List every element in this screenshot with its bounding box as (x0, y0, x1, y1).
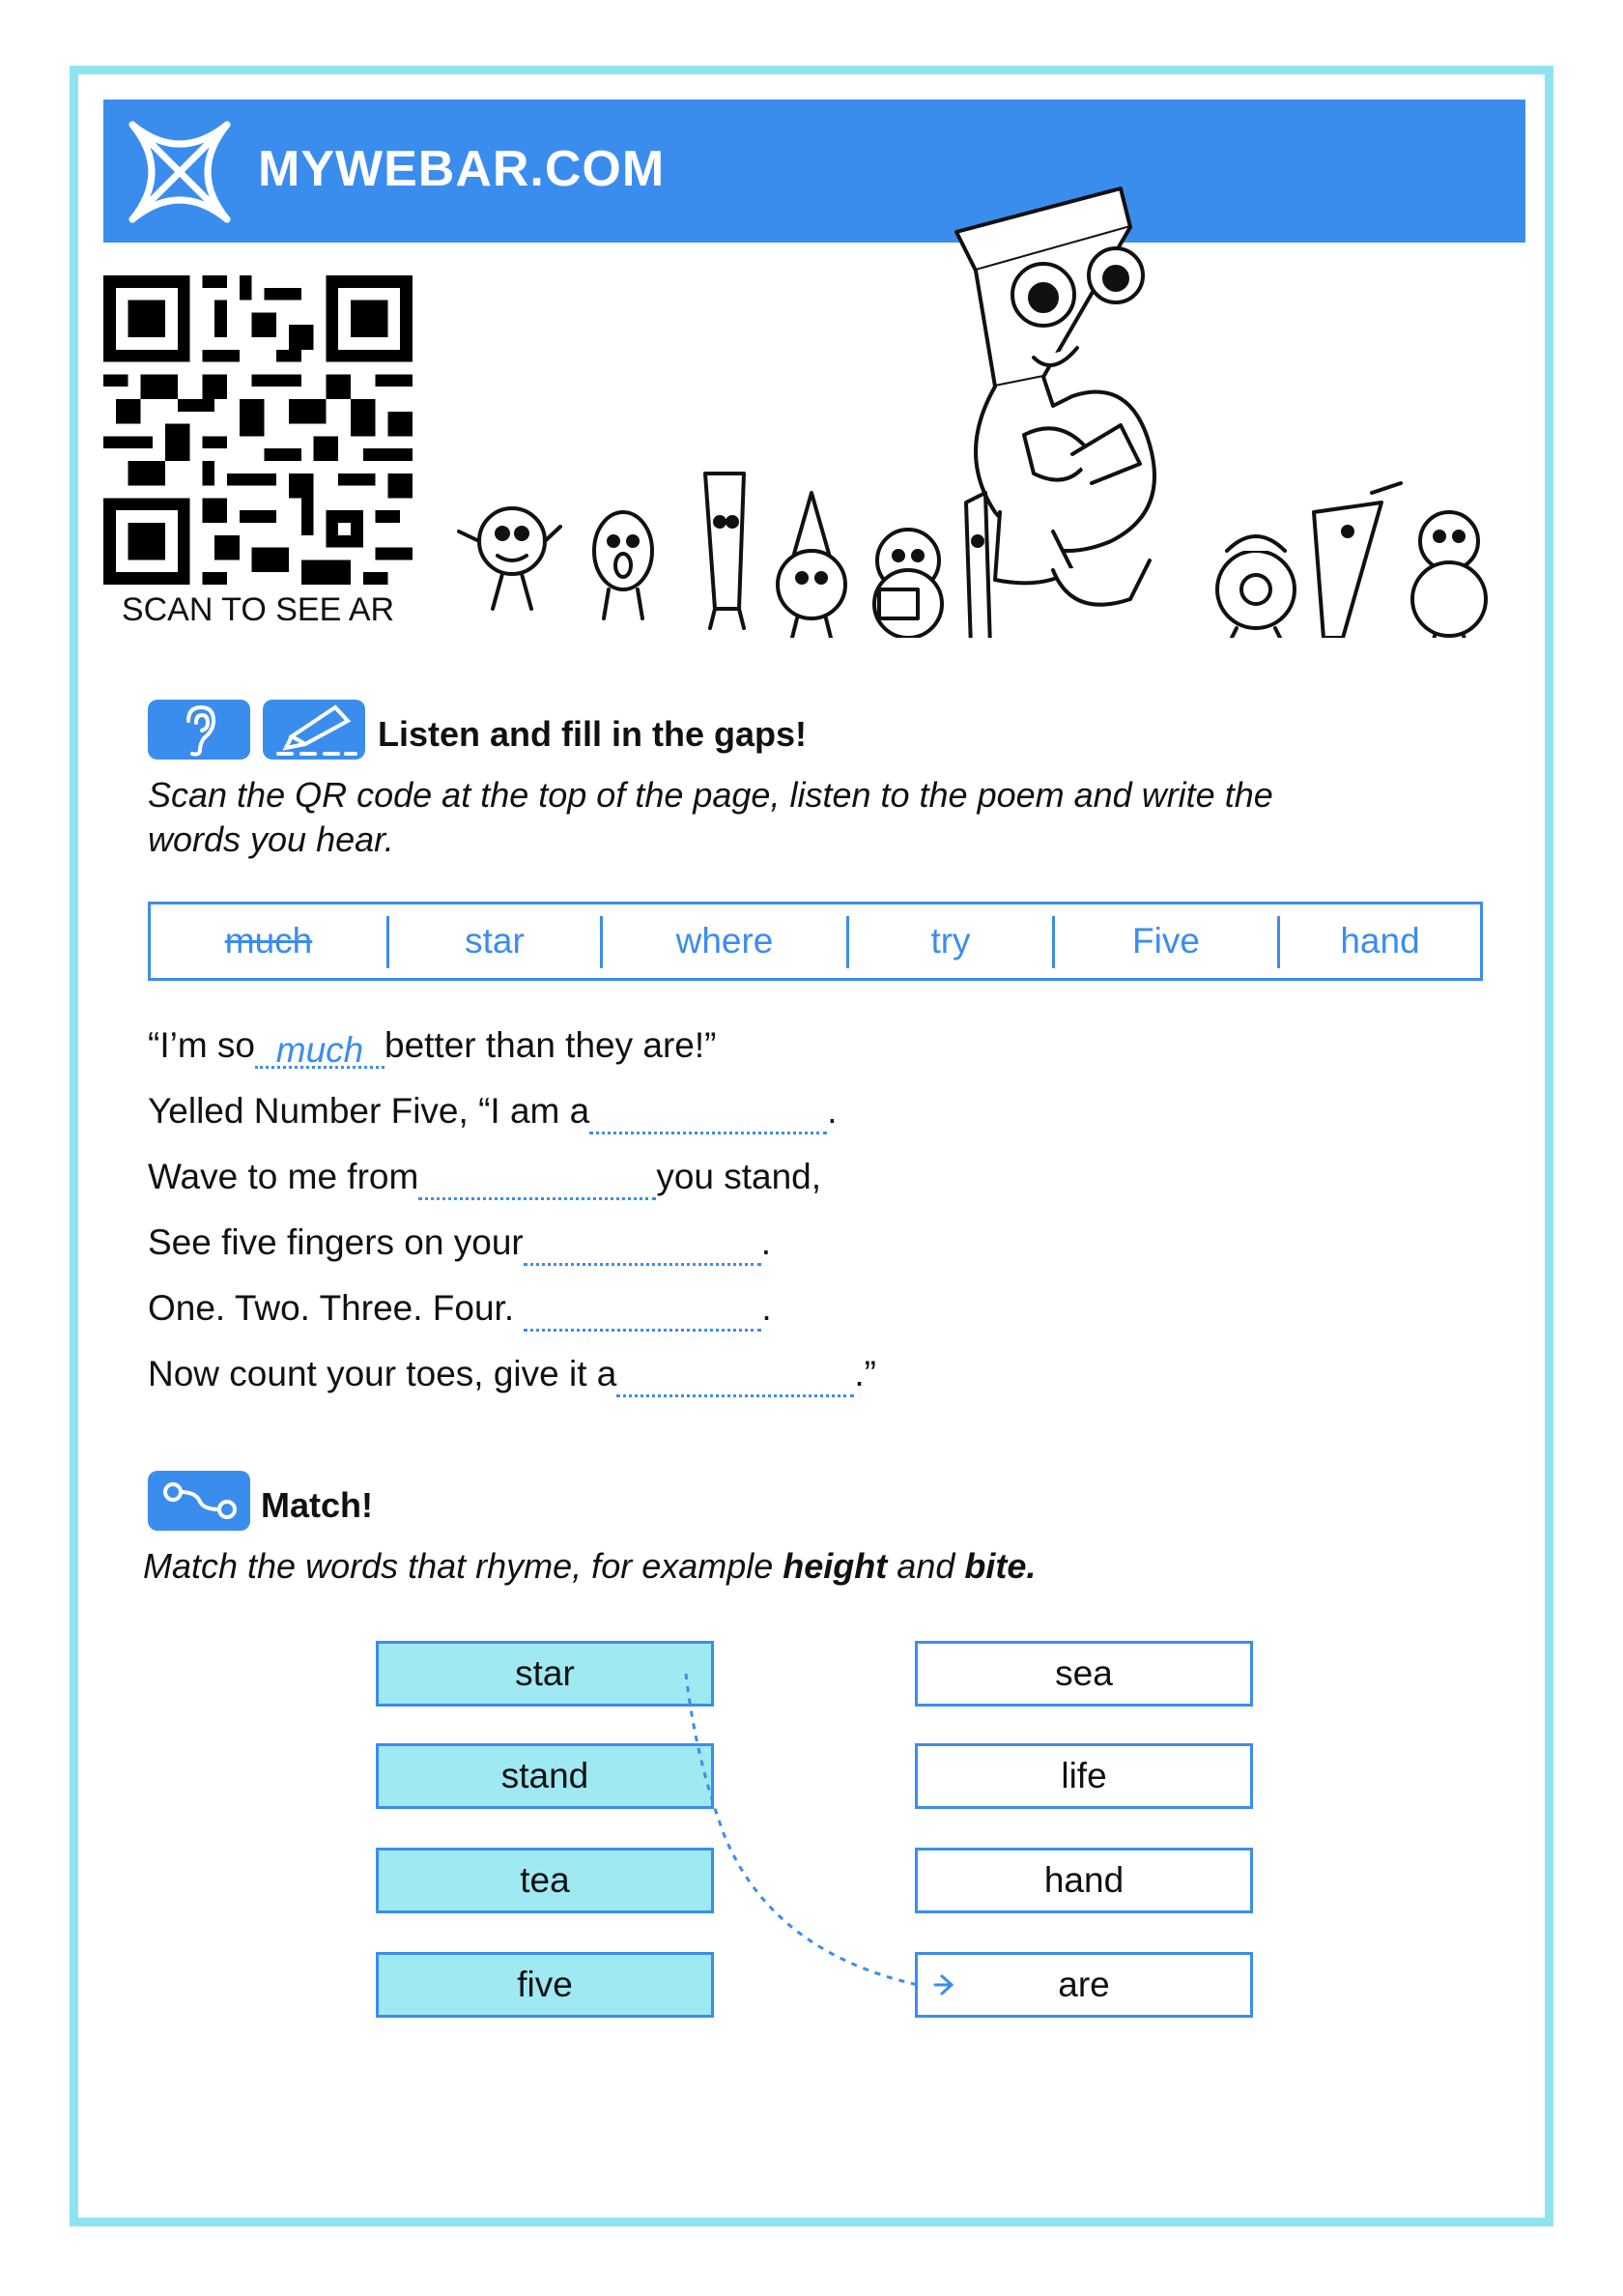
brand-name[interactable]: MYWEBAR.COM (258, 141, 666, 197)
gap-input[interactable] (589, 1093, 827, 1134)
word-bank-item[interactable]: star (465, 921, 525, 961)
poem-text: . (761, 1288, 772, 1328)
write-button[interactable] (263, 700, 365, 760)
word-bank-item[interactable]: hand (1340, 921, 1420, 961)
poem-line (148, 1220, 771, 1266)
ear-button[interactable] (148, 700, 250, 760)
word-bank-item[interactable]: where (675, 921, 774, 961)
gap-input[interactable]: much (255, 1027, 384, 1069)
match-left-word[interactable]: tea (376, 1848, 714, 1913)
match-right-word[interactable]: are (915, 1952, 1253, 2018)
poem-line (148, 1022, 716, 1069)
match-button[interactable] (148, 1471, 250, 1531)
instructions-text: and (897, 1546, 955, 1586)
pencil-write-icon (263, 700, 365, 760)
connect-dots-icon (148, 1471, 250, 1531)
example-word: height (783, 1546, 888, 1586)
gap-input[interactable] (418, 1159, 656, 1200)
match-right-word[interactable]: sea (915, 1641, 1253, 1707)
poem-text: . (827, 1091, 838, 1131)
match-left-word[interactable]: five (376, 1952, 714, 2018)
listen-instructions-line1: Scan the QR code at the top of the page, listen to the poem and write the (148, 775, 1273, 815)
match-right-word[interactable]: life (915, 1743, 1253, 1809)
poem-line (148, 1088, 838, 1134)
word-bank-item[interactable]: try (930, 921, 971, 961)
example-word: bite. (964, 1546, 1037, 1586)
gap-input[interactable] (616, 1356, 854, 1397)
listen-instructions-line2: words you hear. (148, 819, 394, 859)
x-logo-icon (123, 115, 237, 229)
word-bank-item[interactable]: Five (1132, 921, 1200, 961)
match-instructions (143, 1544, 1036, 1589)
gap-input[interactable] (524, 1290, 761, 1332)
match-left-word[interactable]: star (376, 1641, 714, 1707)
match-left-word[interactable]: stand (376, 1743, 714, 1809)
listen-title: Listen and fill in the gaps! (378, 714, 808, 754)
poem-line (148, 1351, 876, 1397)
poem-text: better than they are!” (384, 1025, 717, 1065)
poem-text: . (760, 1222, 771, 1262)
poem-text: “I’m so (148, 1025, 255, 1065)
ear-icon (148, 700, 250, 760)
poem-text: Yelled Number Five, “I am a (148, 1091, 590, 1131)
scan-caption: SCAN TO SEE AR (121, 591, 395, 628)
gap-input[interactable] (524, 1224, 761, 1266)
number-characters-icon (454, 184, 1536, 638)
poem-text: Wave to me from (148, 1157, 419, 1196)
poem-text: you stand, (656, 1157, 822, 1196)
word-bank-item[interactable]: much (224, 921, 313, 961)
word-bank (148, 902, 1483, 981)
poem-line (148, 1285, 772, 1332)
poem-text: One. Two. Three. Four. (148, 1288, 515, 1328)
match-title: Match! (261, 1485, 373, 1525)
poem-text: See five fingers on your (148, 1222, 524, 1262)
instructions-text: Match the words that rhyme, for example (143, 1546, 774, 1586)
match-right-word[interactable]: hand (915, 1848, 1253, 1913)
poem-line (148, 1154, 821, 1200)
qr-code-icon[interactable] (103, 275, 413, 585)
poem-text: .” (854, 1354, 876, 1393)
poem-text: Now count your toes, give it a (148, 1354, 617, 1393)
